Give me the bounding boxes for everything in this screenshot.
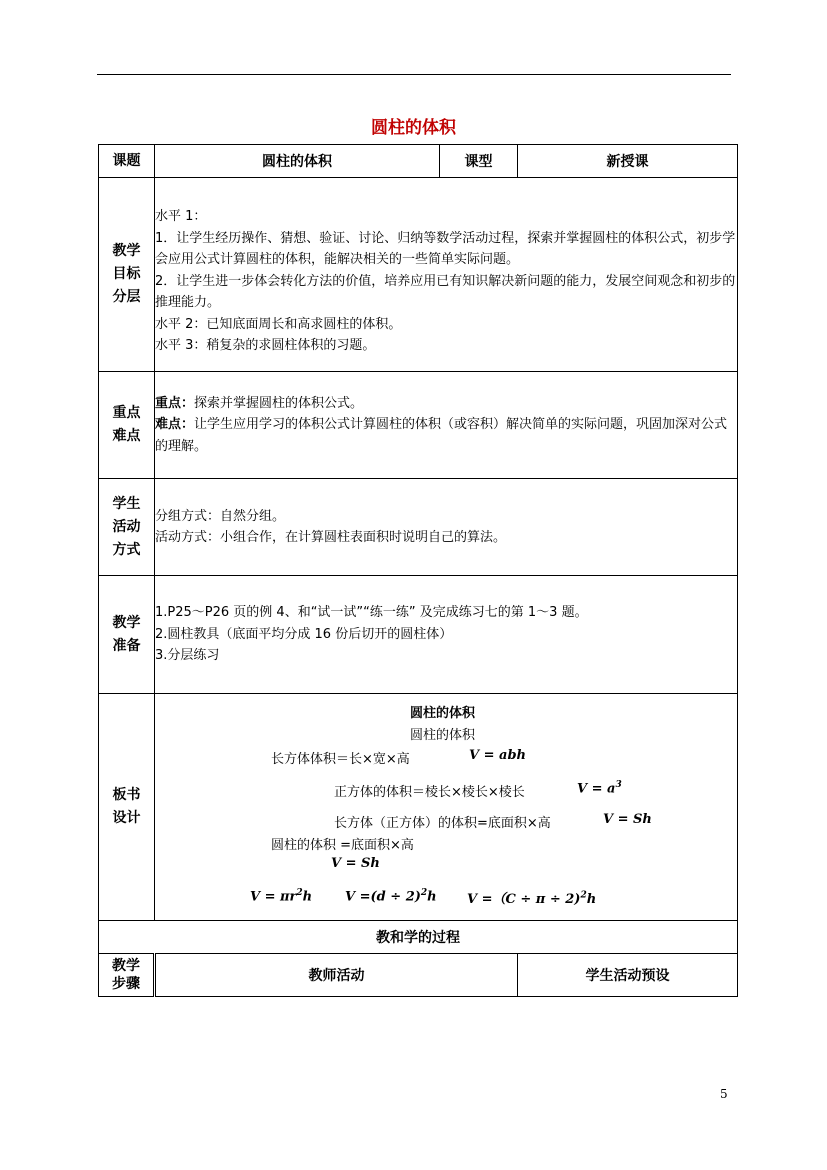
key-points-row	[99, 372, 738, 479]
goals-line: 水平 1：	[155, 209, 207, 225]
goals-line: 水平 3：稍复杂的求圆柱体积的习题。	[155, 338, 376, 354]
type-label: 课型	[440, 145, 518, 178]
preparation-line: 3.分层练习	[155, 648, 220, 664]
process-heading: 教和学的过程	[99, 921, 738, 954]
formula-circumference: V =（C ÷ π ÷ 2)$^2$h	[467, 890, 597, 907]
board-cube-formula: $V = a^3$	[577, 780, 622, 797]
board-cylinder-formula: V = Sh	[331, 856, 380, 871]
type-value: 新授课	[518, 145, 738, 178]
document-title: 圆柱的体积	[371, 118, 456, 138]
activity-line: 分组方式：自然分组。	[155, 508, 286, 524]
lesson-plan-table	[98, 144, 738, 997]
board-cuboid: 长方体体积＝长×宽×高	[271, 752, 410, 767]
board-cuboid-formula: V = abh	[469, 748, 526, 763]
steps-label: 教学步骤	[99, 954, 155, 997]
board-label: 板书设计	[99, 694, 155, 921]
topic-row	[99, 145, 738, 178]
teacher-activity-label: 教师活动	[155, 954, 518, 997]
preparation-content	[155, 576, 738, 694]
preparation-line: 1.P25～P26 页的例 4、和“试一试”“练一练” 及完成练习七的第 1～3 题。	[155, 605, 588, 621]
header-rule	[97, 74, 731, 75]
page-number: 5	[720, 1087, 728, 1101]
key-points-label: 重点难点	[99, 372, 155, 479]
topic-label: 课题	[99, 145, 155, 178]
formula-diameter: $V =(d \div 2)^2h$	[345, 888, 437, 905]
topic-value: 圆柱的体积	[155, 145, 440, 178]
board-row	[99, 694, 738, 921]
board-prism: 长方体（正方体）的体积=底面积×高	[334, 816, 551, 831]
activity-row	[99, 479, 738, 576]
key-text: 探索并掌握圆柱的体积公式。	[194, 395, 364, 411]
difficulty-text: 让学生应用学习的体积公式计算圆柱的体积（或容积）解决简单的实际问题，巩固加深对公式的理解。	[155, 417, 728, 454]
key-points-content	[155, 372, 738, 479]
board-subheading: 圆柱的体积	[410, 728, 476, 743]
board-cube: 正方体的体积＝棱长×棱长×棱长	[334, 785, 525, 800]
board-prism-formula: V = Sh	[603, 812, 652, 827]
goals-line: 2．让学生进一步体会转化方法的价值，培养应用已有知识解决新问题的能力，发展空间观念和初步的推理能力。	[155, 273, 736, 311]
formula-radius: $V = \pi r^2h$	[250, 888, 313, 905]
preparation-label: 教学准备	[99, 576, 155, 694]
board-heading: 圆柱的体积	[410, 706, 476, 721]
activity-line: 活动方式：小组合作，在计算圆柱表面积时说明自己的算法。	[155, 530, 507, 545]
process-heading-row	[99, 921, 738, 954]
process-columns-row	[99, 954, 738, 997]
difficulty-label: 难点：	[155, 417, 195, 433]
board-content	[155, 694, 738, 921]
student-activity-label: 学生活动预设	[518, 954, 738, 997]
key-label: 重点：	[155, 395, 195, 411]
goals-line: 水平 2：已知底面周长和高求圆柱的体积。	[155, 316, 402, 332]
activity-label: 学生活动方式	[99, 479, 155, 576]
preparation-row	[99, 576, 738, 694]
preparation-line: 2.圆柱教具（底面平均分成 16 份后切开的圆柱体）	[155, 626, 453, 642]
goals-row	[99, 178, 738, 372]
board-cylinder: 圆柱的体积 =底面积×高	[271, 838, 414, 853]
goals-label: 教学目标分层	[99, 178, 155, 372]
goals-line: 1．让学生经历操作、猜想、验证、讨论、归纳等数学活动过程，探索并掌握圆柱的体积公式，初步学会应用公式计算圆柱的体积，能解决相关的一些简单实际问题。	[155, 230, 736, 268]
goals-content	[155, 178, 738, 372]
activity-content	[155, 479, 738, 576]
